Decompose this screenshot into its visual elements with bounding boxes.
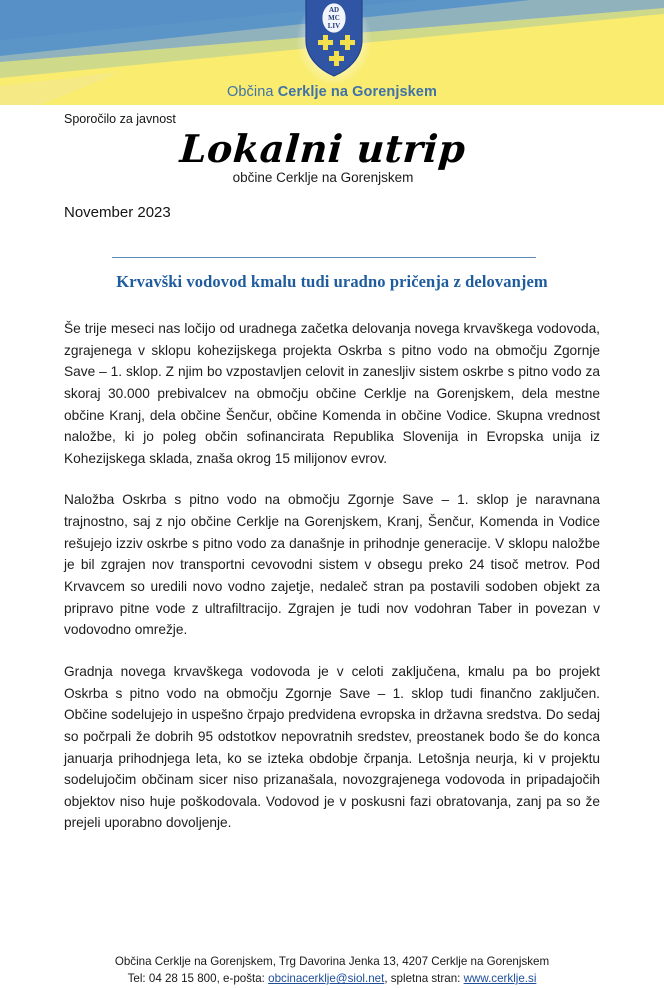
masthead-subtitle: občine Cerklje na Gorenjskem [232, 169, 414, 185]
crest-motto-line-1: AD [328, 6, 340, 14]
footer-address: Občina Cerklje na Gorenjskem, Trg Davorina Jenka 13, 4207 Cerklje na Gorenjskem [114, 955, 550, 968]
article-paragraph: Gradnja novega krvavškega vodovoda je v celoti zaključena, kmalu pa bo projekt Oskrba s pitno vodo na območju Zgornje Save – 1. sklop tudi finančno zaključen. Občine sodelujejo in uspešno črpajo predvidena evropska in državna sredstva. Do sedaj so počrpali že dobrih 95 odstotkov nepovratnih sredstev, preostanek bodo še do konca januarja prihodnjega leta, ko se izteka obdobje črpanja. Letošnja neurja, ki v projektu sodelujočim občinam sicer niso prizanašala, novozgrajenega vodovoda in pripadajočih objektov niso huje poškodovala. Vodovod je v poskusni fazi obratovanja, zanj pa so že prejeli uporabno dovoljenje. [64, 663, 600, 831]
document-footer [0, 953, 664, 988]
footer-email-link[interactable]: obcinacerklje@siol.net [268, 972, 385, 986]
article-paragraph: Še trije meseci nas ločijo od uradnega začetka delovanja novega krvavškega vodovoda, zgrajenega v sklopu kohezijskega projekta Oskrba s pitno vodo na območju Zgornje Save – 1. sklop. Z njim bo vzpostavljen celovit in zanesljiv sistem oskrbe s pitno vodo za skoraj 30.000 prebivalcev na območju občine Cerklje na Gorenjskem, dela mestne občine Kranj, dela občine Šenčur, občine Komenda in občine Vodice. Skupna vrednost naložbe, ki jo poleg občin sofinancirata Republika Slovenija in Evropska unija iz Kohezijskega sklada, znaša okrog 15 milijonov evrov. [64, 321, 600, 466]
crest-motto-line-2: MC [328, 14, 340, 22]
footer-website-link[interactable]: www.cerklje.si [463, 972, 537, 986]
banner-municipality-title [0, 84, 664, 100]
issue-date: November 2023 [64, 204, 171, 221]
banner-municipality-name: Cerklje na Gorenjskem [277, 84, 437, 100]
municipality-crest-icon [296, 0, 372, 86]
banner-municipality-prefix: Občina [227, 84, 274, 100]
article-headline: Krvavški vodovod kmalu tudi uradno pričenja z delovanjem [116, 272, 548, 291]
crest-motto-line-3: LIV [327, 22, 341, 30]
header-banner [0, 0, 664, 105]
footer-contact [0, 970, 664, 987]
article-body [64, 318, 600, 834]
press-release-kicker: Sporočilo za javnost [64, 112, 176, 126]
article-paragraph: Naložba Oskrba s pitno vodo na območju Zgornje Save – 1. sklop je naravnana trajnostno, saj z njo občine Cerklje na Gorenjskem, Kranj, Šenčur, Komenda in Vodice rešujejo izziv oskrbe s pitno vodo za današnje in prihodnje generacije. V sklopu naložbe je bil zgrajen nov transportni cevovodni sistem v obsegu preko 24 tisoč metrov. Pod Krvavcem so uredili novo vodno zajetje, nedaleč stran pa postavili sodoben objekt za pripravo pitne vode z ultrafiltracijo. Zgrajen je tudi nov vodohran Taber in povezan v vodovodno omrežje. [64, 492, 600, 638]
footer-website-label: , spletna stran: [384, 972, 461, 986]
headline-divider [112, 257, 536, 258]
masthead [0, 126, 664, 185]
footer-phone-label: Tel: 04 28 15 800, e-pošta: [127, 972, 265, 986]
masthead-title: Lokalni utrip [178, 126, 468, 171]
